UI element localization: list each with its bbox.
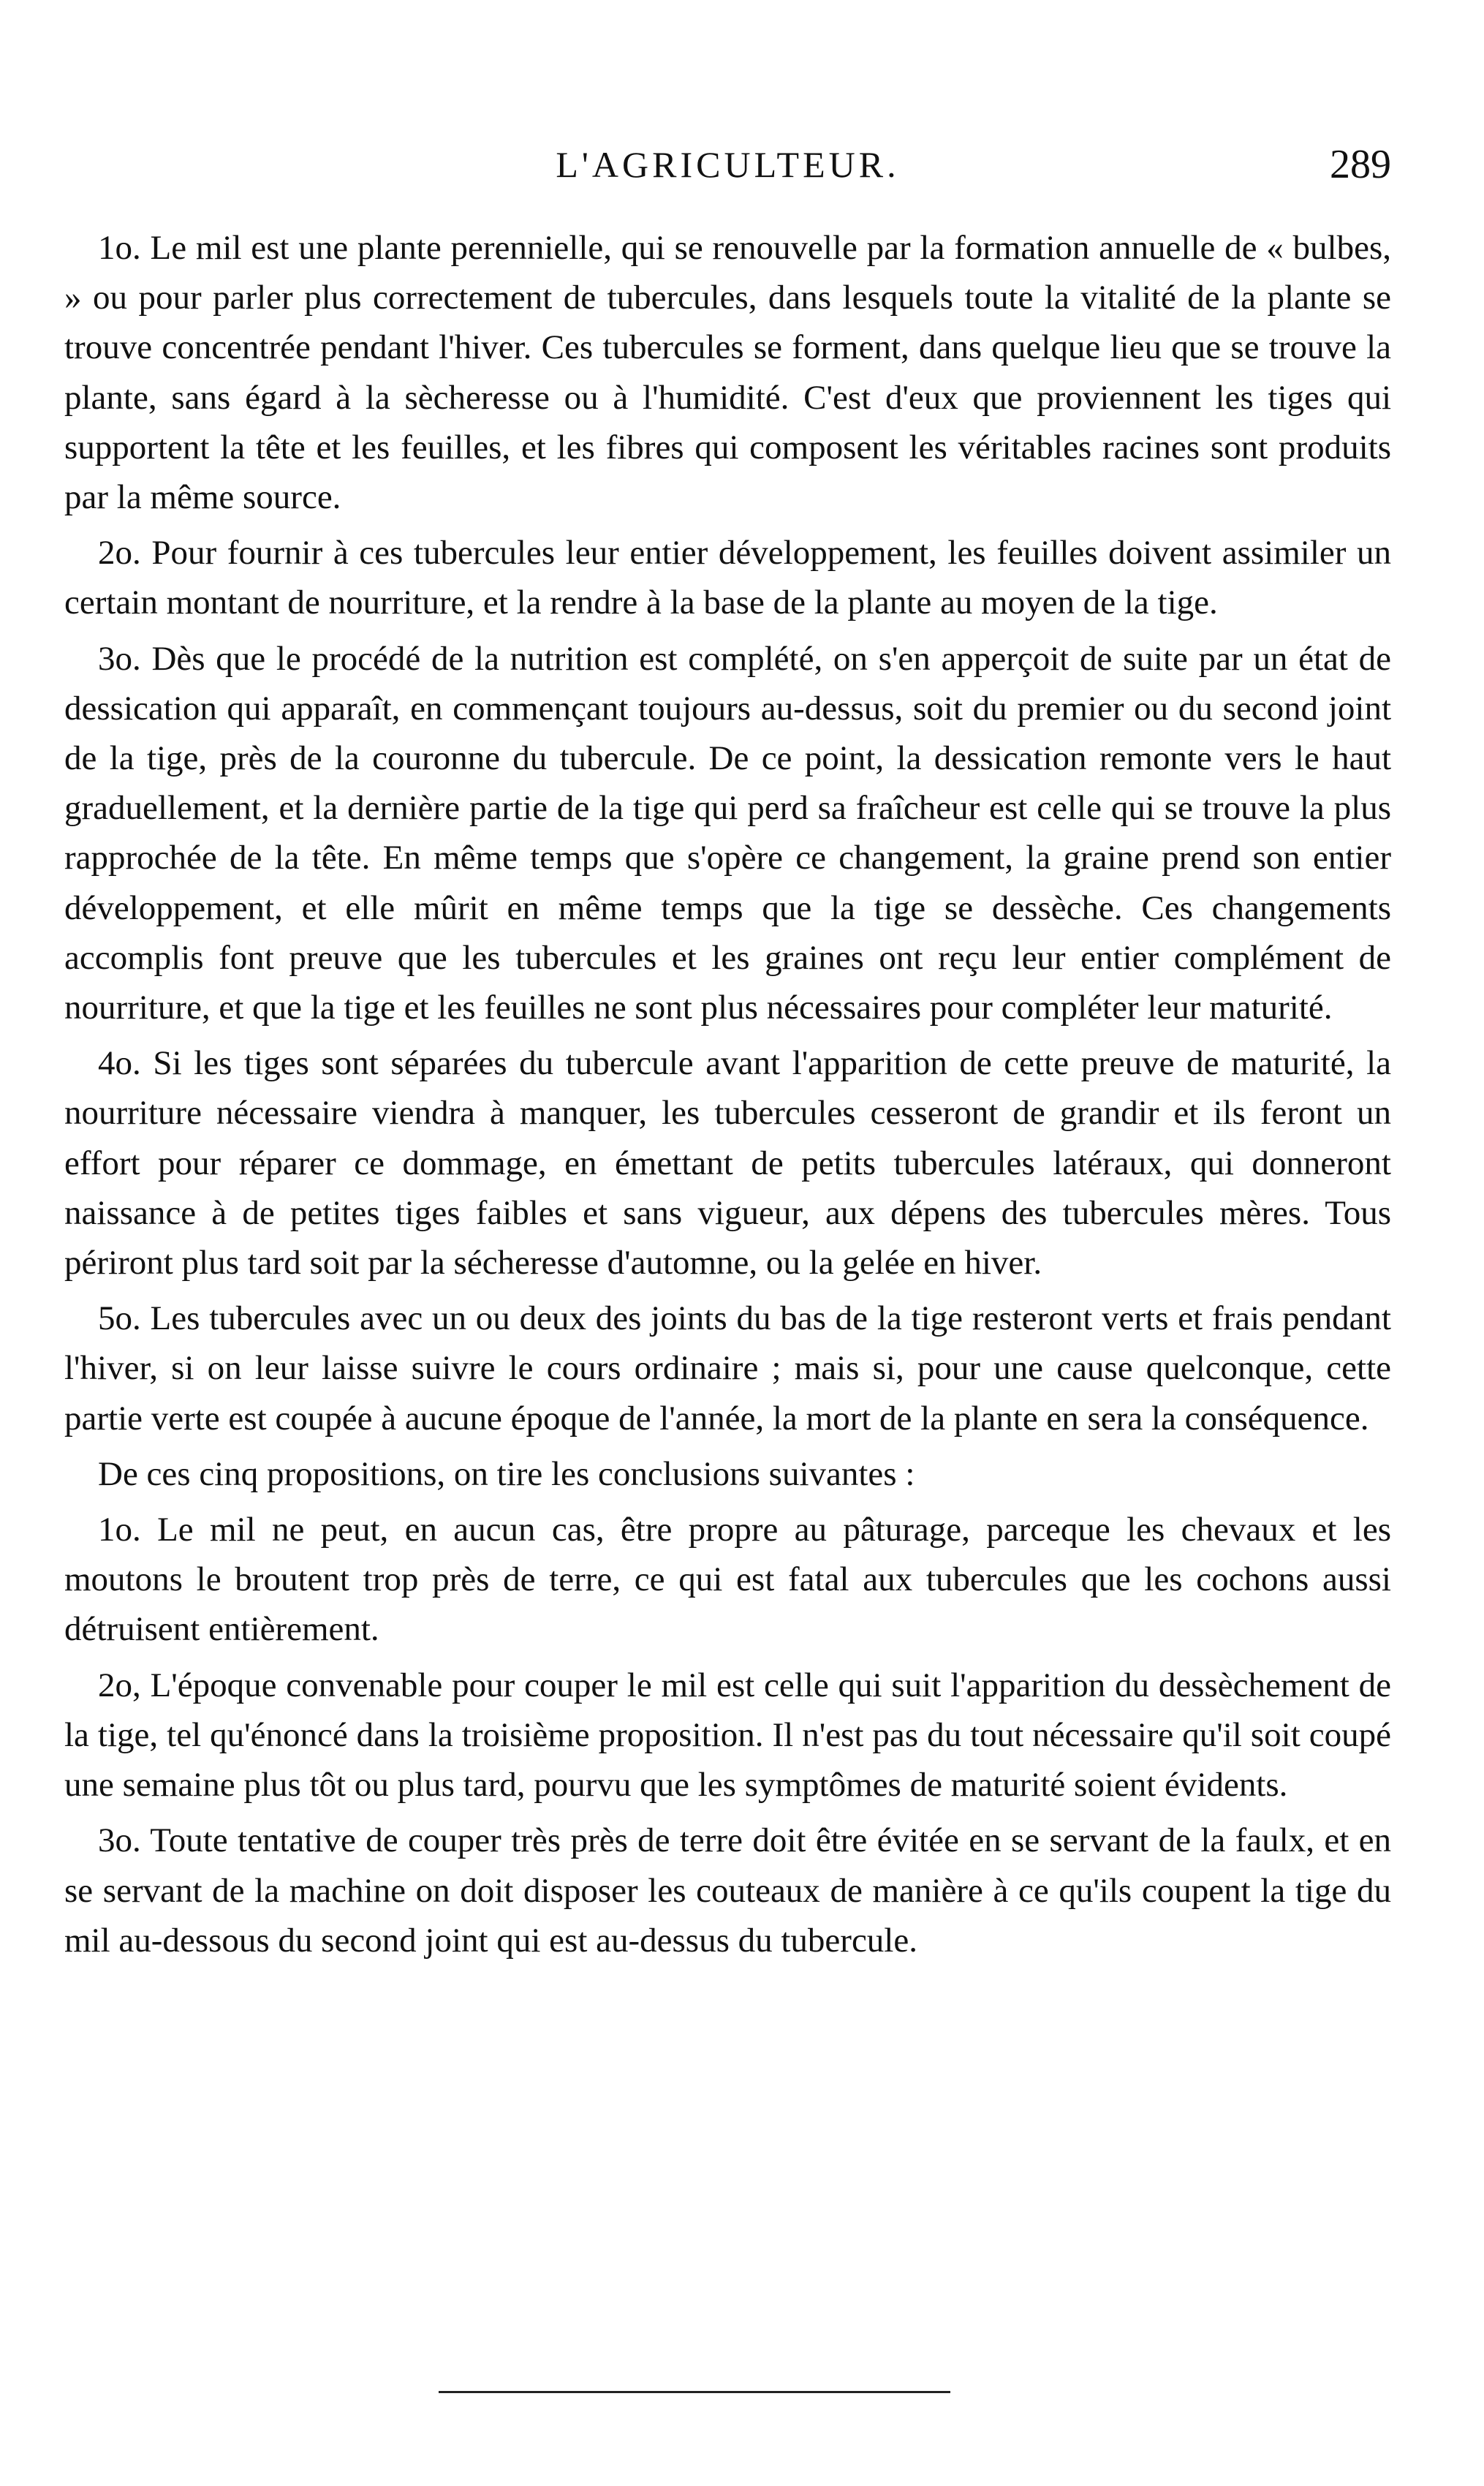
page-number: 289 bbox=[1330, 142, 1391, 187]
closing-rule bbox=[439, 2391, 950, 2393]
paragraph-2: 2o. Pour fournir à ces tubercules leur entier développement, les feuilles doivent assimiler un certain montant de nourriture, et la rendre à la base de la plante au moyen de la tige. bbox=[64, 534, 1391, 622]
paragraph-3: 3o. Dès que le procédé de la nutrition est complété, on s'en apperçoit de suite par un état de dessication qui apparaît, en commençant toujours au-dessus, soit du premier ou du second joint de la tige, près de la couronne du tubercule. De ce point, la dessication remonte vers le haut graduellement, et la dernière partie de la tige qui perd sa fraîcheur est celle qui se trouve la plus rapprochée de la tête. En même temps que s'opère ce changement, la graine prend son entier développement, et elle mûrit en même temps que la tige se dessèche. Ces changements accomplis font preuve que les tubercules et les graines ont reçu leur entier complément de nourriture, et que la tige et les feuilles ne sont plus nécessaires pour compléter leur maturité. bbox=[64, 639, 1391, 1027]
paragraph-1: 1o. Le mil est une plante perennielle, qui se renouvelle par la formation annuelle de « bulbes, » ou pour parler plus correctement de tubercules, dans lesquels toute la vitalité de la plante se trouve concentrée pendant l'hiver. Ces tubercules se forment, dans quelque lieu que se trouve la plante, sans égard à la sècheresse ou à l'humidité. C'est d'eux que proviennent les tiges qui supportent la tête et les feuilles, et les fibres qui composent les véritables racines sont produits par la même source. bbox=[64, 229, 1391, 517]
conclusion-1: 1o. Le mil ne peut, en aucun cas, être propre au pâturage, parceque les chevaux et les moutons le broutent trop près de terre, ce qui est fatal aux tubercules que les cochons aussi détruisent entièrement. bbox=[64, 1511, 1391, 1649]
running-title: L'AGRICULTEUR. bbox=[556, 144, 900, 185]
conclusions-intro: De ces cinq propositions, on tire les conclusions suivantes : bbox=[98, 1454, 915, 1493]
paragraph-5: 5o. Les tubercules avec un ou deux des joints du bas de la tige resteront verts et frais pendant l'hiver, si on leur laisse suivre le cours ordinaire ; mais si, pour une cause quelconque, cette partie verte est coupée à aucune époque de l'année, la mort de la plante en sera la conséquence. bbox=[64, 1299, 1391, 1437]
conclusion-2: 2o, L'époque convenable pour couper le mil est celle qui suit l'apparition du dessèchement de la tige, tel qu'énoncé dans la troisième proposition. Il n'est pas du tout nécessaire qu'il soit coupé une semaine plus tôt ou plus tard, pourvu que les symptômes de maturité soient évidents. bbox=[64, 1666, 1391, 1805]
conclusion-3: 3o. Toute tentative de couper très près de terre doit être évitée en se servant de la faulx, et en se servant de la machine on doit disposer les couteaux de manière à ce qu'ils coupent la tige du mil au-dessous du second joint qui est au-dessus du tubercule. bbox=[64, 1821, 1391, 1960]
running-head bbox=[64, 139, 1391, 190]
body-text bbox=[64, 223, 1391, 1971]
paragraph-4: 4o. Si les tiges sont séparées du tubercule avant l'apparition de cette preuve de maturité, la nourriture nécessaire viendra à manquer, les tubercules cesseront de grandir et ils feront un effort pour réparer ce dommage, en émettant de petits tubercules latéraux, qui donneront naissance à de petites tiges faibles et sans vigueur, aux dépens des tubercules mères. Tous périront plus tard soit par la sécheresse d'automne, ou la gelée en hiver. bbox=[64, 1044, 1391, 1282]
